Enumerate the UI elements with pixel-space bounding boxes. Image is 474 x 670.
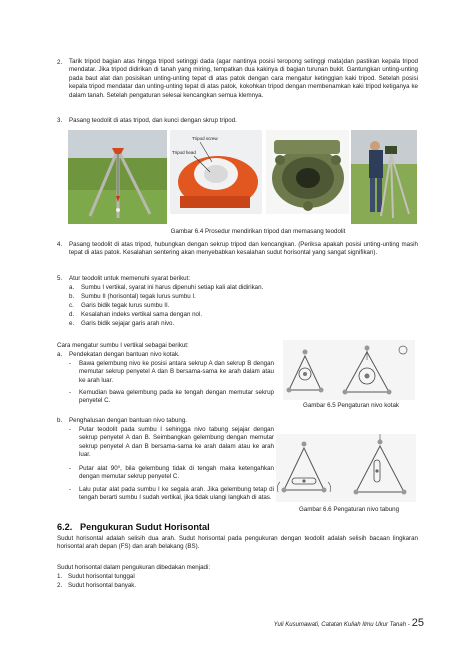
section-title: Pengukuran Sudut Horisontal (80, 522, 210, 532)
method-a-bullet-1: Bawa gelembung nivo ke posisi antara sekrup A dan sekrup B dengan memutar sekrup penyetel A dan B bersama-sama ke arah dalam atau ke arah luar. (79, 360, 274, 384)
item-4-number: 4. (57, 241, 63, 248)
item-3-number: 3. (57, 117, 63, 124)
method-a-letter: a. (57, 351, 63, 358)
item-2-number: 2. (57, 59, 63, 66)
caption-figure-6-4: Gambar 6.4 Prosedur mendirikan tripod dan memasang teodolit (170, 228, 346, 235)
method-b-letter: b. (57, 417, 63, 424)
caption-figure-6-5: Gambar 6.5 Pengaturan nivo kotak (303, 402, 399, 409)
method-b-bullet-2: Putar alat 90⁰, bila gelembung tidak di tengah maka ketengahkan dengan memutar sekrup penyetel C. (79, 465, 274, 481)
sub-d-letter: d. (69, 311, 75, 318)
page-number: 25 (411, 617, 424, 629)
bullet-a1-mark: - (69, 360, 72, 367)
method-intro: Cara mengatur sumbu I vertikal sebagai berikut: (57, 342, 189, 349)
photo-surveyor (351, 130, 417, 224)
sub-e-text: Garis bidik sejajar garis arah nivo. (81, 320, 175, 327)
bullet-a2-mark: - (69, 389, 72, 396)
bullet-b2-mark: - (69, 465, 72, 472)
method-b-title: Penghalusan dengan bantuan nivo tabung. (69, 417, 188, 424)
sub-c-text: Garis bidik tegak lurus sumbu II. (81, 302, 170, 309)
bullet-b1-mark: - (69, 426, 72, 433)
photo-tripod-head (170, 130, 262, 214)
label-tripod-screw: Tripod screw (192, 136, 218, 141)
method-b-bullet-3: Lalu putar alat pada sumbu I ke segala arah. Jika gelembung tetap di tengah berarti sumbu I sudah vertikal, jika tidak ulangi langkah di atas. (79, 486, 274, 502)
sub-a-letter: a. (69, 284, 75, 291)
page-footer (274, 617, 424, 629)
item-2-text: Tarik tripod bagian atas hingga tripod setinggi dada (agar nantinya posisi teropong setinggi mata)dan pastikan kepala tripod mendatar. Jika tripod didirikan di tanah yang miring, tempatkan dua kakinya di bagian turunan bukit. Gantungkan unting-unting pada baut alat dan posisikan unting-unting tepat di atas patok dengan cara mengatur ketinggian kaki tripod. Setelah posisi kepala tripod mendatar dan unting-unting tepat di atas patok, kokohkan tripod dengan membenamkan kaki tripod ketiganya ke dalam tanah. Setelah pengaturan selesai kencangkan semua klemnya. (69, 58, 418, 99)
bullet-b3-mark: - (69, 486, 72, 493)
photo-theodolite-base (266, 130, 349, 214)
item-5-text: Atur teodolit untuk memenuhi syarat berikut: (69, 275, 191, 282)
section-number: 6.2. (57, 522, 73, 532)
section-list-2-number: 2. (57, 582, 63, 589)
figure-6-6-diagram (276, 434, 416, 502)
section-list-2-text: Sudut horisontal banyak. (68, 582, 137, 589)
method-a-bullet-2: Kemudian bawa gelembung pada ke tengah dengan memutar sekrup penyetel C. (79, 389, 274, 405)
section-list-1-number: 1. (57, 573, 63, 580)
caption-figure-6-6: Gambar 6.6 Pengaturan nivo tabung (298, 506, 400, 513)
method-b-bullet-1: Putar teodolit pada sumbu I sehingga nivo tabung sejajar dengan sekrup penyetel A dan B. Seimbangkan gelembung dengan memutar sekrup penyetel A dan B bersama-sama ke arah dalam atau ke arah luar. (79, 426, 274, 459)
section-paragraph-2: Sudut horisontal dalam pengukuran dibedakan menjadi: (57, 564, 211, 571)
method-a-title: Pendekatan dengan bantuan nivo kotak. (69, 351, 180, 358)
sub-e-letter: e. (69, 320, 75, 327)
sub-c-letter: c. (69, 302, 74, 309)
sub-d-text: Kesalahan indeks vertikal sama dengan nol. (81, 311, 203, 318)
sub-b-letter: b. (69, 293, 75, 300)
sub-b-text: Sumbu II (horisontal) tegak lurus sumbu I. (81, 293, 196, 300)
figure-6-5-diagram (283, 340, 415, 400)
item-5-number: 5. (57, 275, 63, 282)
section-paragraph: Sudut horisontal adalah selisih dua arah. Sudut horisontal pada pengukuran dengan teodolit adalah selisih bacaan lingkaran horisontal arah depan (FS) dan arah belakang (BS). (57, 535, 418, 551)
section-list-1-text: Sudut horisontal tunggal (68, 573, 135, 580)
photo-tripod-field (68, 130, 167, 224)
sub-a-text: Sumbu I vertikal, syarat ini harus dipenuhi setiap kali alat didirikan. (81, 284, 264, 291)
label-tripod-head: Tripod head (172, 150, 196, 155)
item-3-text: Pasang teodolit di atas tripod, dan kunci dengan skrup tripod. (69, 117, 237, 124)
item-4-text: Pasang teodolit di atas tripod, hubungkan dengan sekrup tripod dan kencangkan. (Periksa apakah posisi unting-unting masih tepat di atas patok. Kesalahan sentering akan menyebabkan kesalahan sudut horisontal yang sangat signifikan). (69, 241, 418, 257)
footer-text: Yuli Kusumawati, Catatan Kuliah Ilmu Ukur Tanah - (273, 622, 410, 628)
